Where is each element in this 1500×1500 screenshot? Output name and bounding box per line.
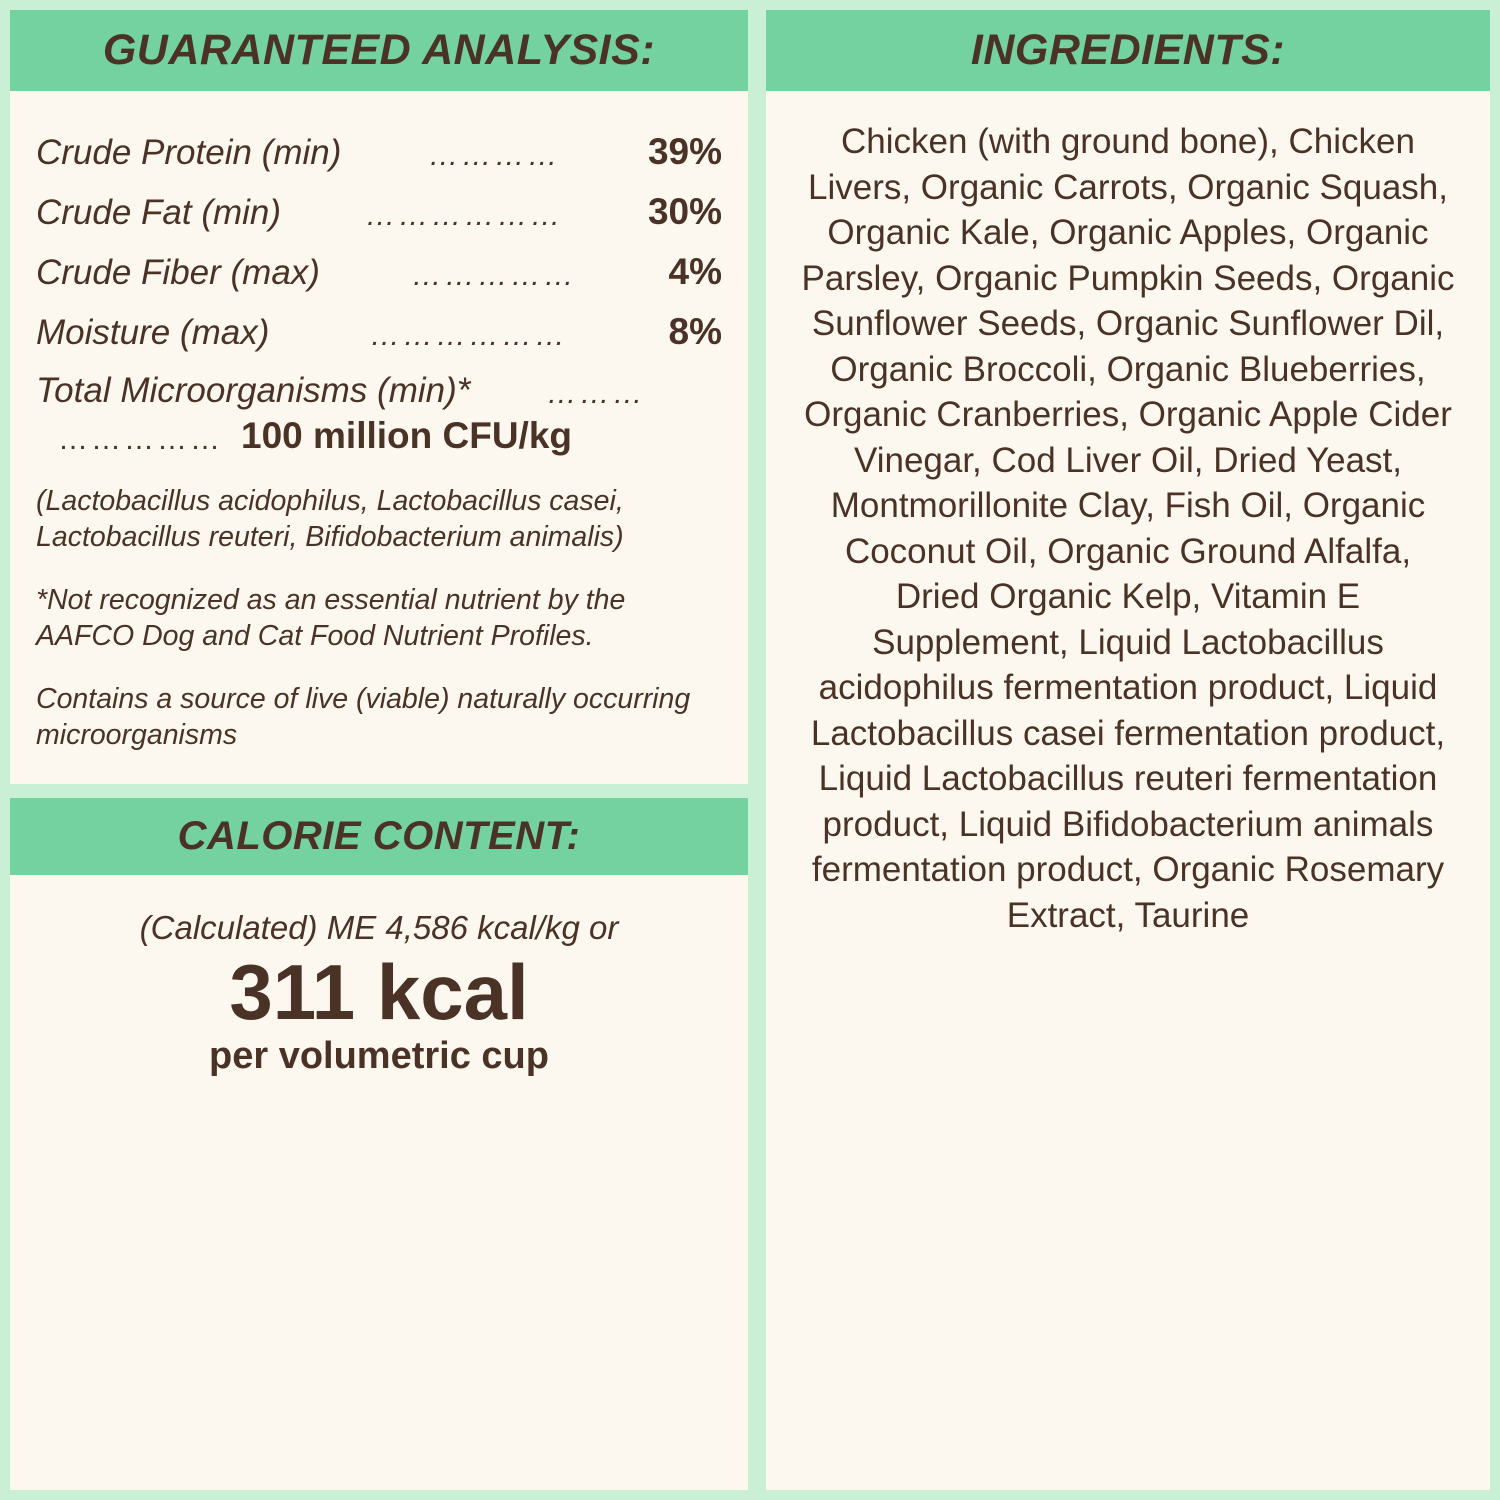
calorie-unit: per volumetric cup: [209, 1034, 549, 1077]
table-row-microorganisms: [36, 371, 722, 411]
leader-dots: ………………: [369, 319, 568, 352]
table-row: [36, 191, 722, 233]
nutrient-value: 4%: [668, 251, 722, 292]
nutrient-label: Crude Fat (min): [36, 193, 282, 232]
ingredients-text: Chicken (with ground bone), Chicken Livers, Organic Carrots, Organic Squash, Organic Kale, Organic Apples, Organic Parsley, Organic Pumpkin Seeds, Organic Sunflower Seeds, Organic Sunflower Dil, Organic Broccoli, Organic Blueberries, Organic Cranberries, Organic Apple Cider Vinegar, Cod Liver Oil, Dried Yeast, Montmorillonite Clay, Fish Oil, Organic Coconut Oil, Organic Ground Alfalfa, Dried Organic Kelp, Vitamin E Supplement, Liquid Lactobacillus acidophilus fermentation product, Liquid Lactobacillus casei fermentation product, Liquid Lactobacillus reuteri fermentation product, Liquid Bifidobacterium animals fermentation product, Organic Rosemary Extract, Taurine: [801, 122, 1455, 935]
nutrient-label: Crude Fiber (max): [36, 253, 320, 292]
leader-dots: …………: [428, 139, 561, 172]
nutrient-label: Crude Protein (min): [36, 133, 342, 172]
calorie-content-header: [10, 798, 748, 875]
table-row: [36, 251, 722, 293]
guaranteed-analysis-body: [10, 91, 748, 784]
microorganisms-value-row: [36, 415, 722, 457]
calorie-content-panel: [10, 798, 748, 1490]
leader-dots: ………………: [365, 199, 564, 232]
ingredients-panel: [766, 10, 1490, 1490]
leader-dots: ……………: [411, 259, 577, 292]
calorie-content-body: [10, 875, 748, 1098]
nutrient-label: Total Microorganisms (min)*: [36, 371, 471, 410]
table-row: [36, 131, 722, 173]
nutrient-value: 39%: [647, 131, 722, 172]
strains-note: (Lactobacillus acidophilus, Lactobacillus casei, Lactobacillus reuteri, Bifidobacterium animalis): [36, 485, 624, 554]
guaranteed-analysis-header: [10, 10, 748, 91]
nutrient-value: 30%: [647, 191, 722, 232]
calorie-value: 311 kcal: [229, 947, 529, 1036]
aafco-note: *Not recognized as an essential nutrient by the AAFCO Dog and Cat Food Nutrient Profiles.: [36, 583, 626, 653]
table-row: [36, 311, 722, 353]
guaranteed-analysis-title: GUARANTEED ANALYSIS:: [102, 26, 656, 74]
nutrient-value: 8%: [668, 311, 722, 352]
right-column: [766, 10, 1490, 1490]
leader-dots: ……………: [58, 423, 223, 456]
guaranteed-analysis-panel: [10, 10, 748, 784]
left-column: [10, 10, 748, 1490]
calorie-content-title: CALORIE CONTENT:: [177, 813, 581, 858]
leader-dots: ………: [546, 377, 646, 410]
ingredients-title: INGREDIENTS:: [970, 26, 1286, 74]
nutrient-label: Moisture (max): [36, 313, 270, 352]
live-microorganisms-note: Contains a source of live (viable) naturally occurring microorganisms: [36, 682, 691, 752]
ingredients-header: [766, 10, 1490, 91]
microorganisms-value: 100 million CFU/kg: [241, 415, 573, 456]
calorie-me-line: (Calculated) ME 4,586 kcal/kg or: [139, 908, 619, 946]
